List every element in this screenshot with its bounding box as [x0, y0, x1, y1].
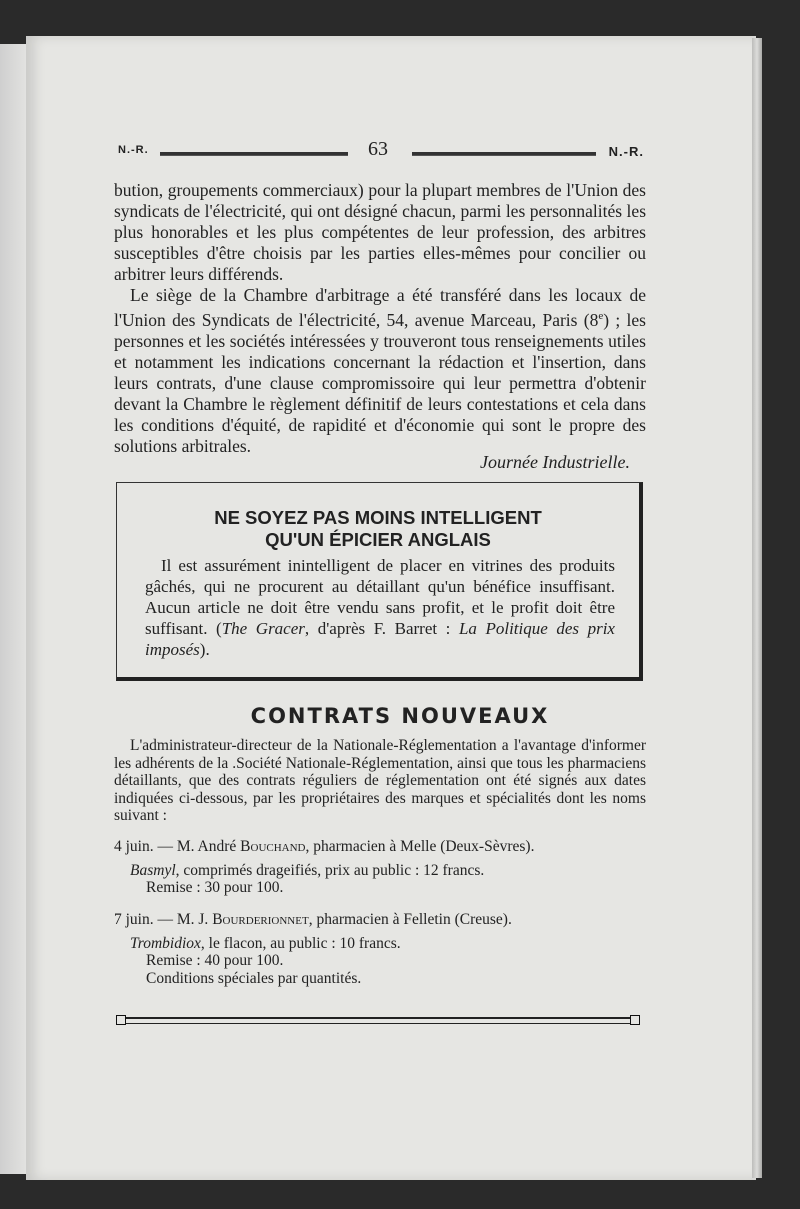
notice-title-line-1: NE SOYEZ PAS MOINS INTELLIGENT: [214, 507, 542, 528]
running-header: [118, 140, 644, 166]
footer-ornament-rule: [120, 1017, 636, 1024]
header-rule-right: [412, 152, 596, 156]
entry-product: Basmyl, comprimés drageifiés, prix au public : 12 francs.: [130, 861, 485, 879]
entry-conditions: Conditions spéciales par quantités.: [146, 969, 362, 987]
ornament-square-right: [630, 1015, 640, 1025]
entry-remise: Remise : 40 pour 100.: [146, 952, 284, 969]
entry-product: Trombidiox, le flacon, au public : 10 francs.: [130, 934, 401, 952]
contract-entry: [114, 911, 654, 987]
article-paragraph-1: bution, groupements commerciaux) pour la plupart membres de l'Union des syndicats de l'électricité, qui ont désigné chacun, parmi les personnalités les plus honorables et les plus compétentes de leur profession, des arbitres susceptibles d'être choisis par les parties elles-mêmes pour concilier ou arbitrer leurs différends.: [114, 180, 646, 284]
header-left-initials: N.-R.: [118, 144, 149, 156]
entry-remise: Remise : 30 pour 100.: [146, 879, 284, 896]
ornament-square-left: [116, 1015, 126, 1025]
article-paragraph-2: Le siège de la Chambre d'arbitrage a été transféré dans les locaux de l'Union des Syndicats de l'électricité, 54, avenue Marceau, Paris (8e) ; les personnes et les sociétés intéressées y trouveront tous renseignements utiles et notamment les indications concernant la rédaction et l'insertion, dans leurs contrats, d'une clause compromissoire qui leur permettra d'obtenir devant la Chambre le règlement définitif de leurs contestations et cela dans les conditions d'équité, de rapidité et d'économie qui sont le propre des solutions arbitrales.: [114, 285, 646, 456]
facing-page-edge: [0, 44, 26, 1174]
page-number: 63: [368, 138, 388, 160]
section-intro: L'administrateur-directeur de la Nationale-Réglementation a l'avantage d'informer les adhérents de la .Société Nationale-Réglementation, ainsi que tous les pharmaciens détaillants, que des contrats réguliers de réglementation ont été signés aux dates indiquées ci-dessous, par les propriétaires des marques et spécialités dont les noms suivant :: [114, 737, 646, 824]
section-title: CONTRATS NOUVEAUX: [250, 704, 550, 728]
entry-heading: 4 juin. — M. André Bouchand, pharmacien à Melle (Deux-Sèvres).: [114, 838, 535, 855]
contract-entry: [114, 838, 654, 897]
entry-heading: 7 juin. — M. J. Bourderionnet, pharmacien à Felletin (Creuse).: [114, 911, 512, 928]
notice-title-line-2: QU'UN ÉPICIER ANGLAIS: [265, 529, 491, 550]
header-right-initials: N.-R.: [608, 144, 644, 159]
notice-body: Il est assurément inintelligent de placer en vitrines des produits gâchés, qui ne procurent au détaillant qu'un bénéfice insuffisant. Aucun article ne doit être vendu sans profit, et le profit doit être suffisant. (The Gracer, d'après F. Barret : La Politique des prix imposés).: [145, 556, 615, 659]
article-attribution: Journée Industrielle.: [480, 452, 630, 472]
boxed-notice: [116, 482, 643, 681]
page-stack-edge: [752, 38, 762, 1178]
header-rule-left: [160, 152, 348, 156]
